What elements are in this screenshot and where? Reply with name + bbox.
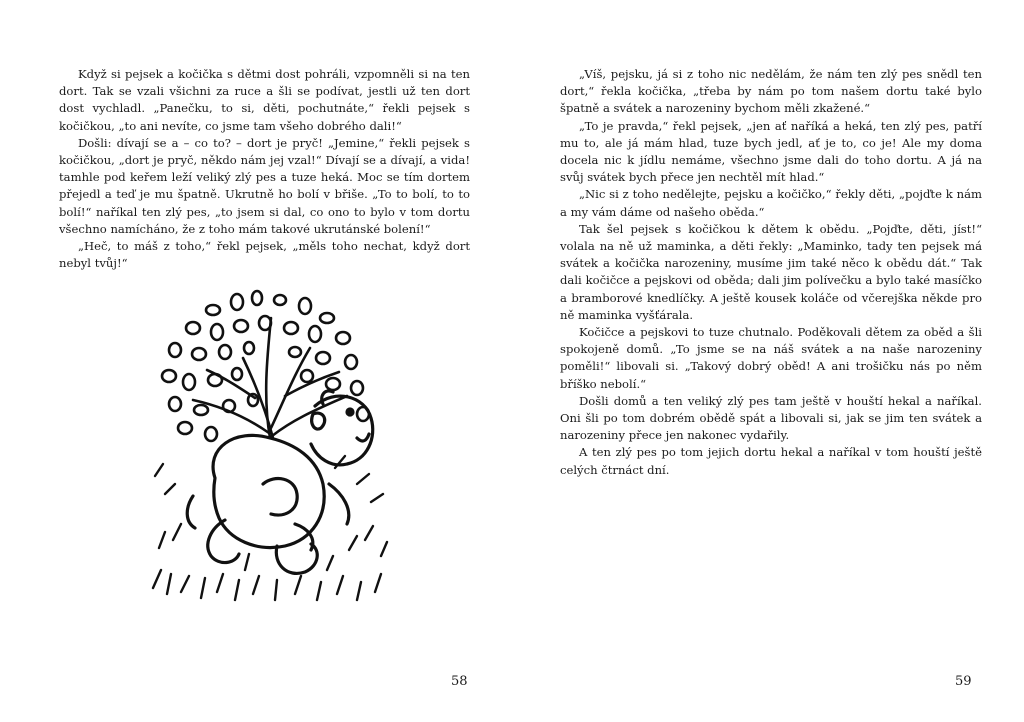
sick-dog-under-bush-illustration [145,288,395,610]
paragraph: A ten zlý pes po tom jejich dortu hekal a naříkal v tom houští ještě celých čtrnáct dní. [560,445,982,477]
paragraph: „Heč, to máš z toho,“ řekl pejsek, „měls toho nechat, když dort nebyl tvůj!“ [59,239,470,271]
page-number: 59 [955,674,972,689]
paragraph: „Víš, pejsku, já si z toho nic nedělám, že nám ten zlý pes snědl ten dort,“ řekla kočička, „třeba by nám po tom našem dortu také bylo špatně a svátek a narozeniny bychom měli zkažené.“ [560,67,982,116]
dog-figure [187,391,373,573]
bush-leaves [162,291,369,441]
left-page-text [59,66,470,272]
right-page-text [560,66,982,479]
paragraph: Když si pejsek a kočička s dětmi dost pohráli, vzpomněli si na ten dort. Tak se vzali všichni za ruce a šli se podívat, jestli už ten dort dost vychladl. „Panečku, to si, děti, pochutnáte,“ řekli pejsek s kočičkou, „to ani nevíte, co jsme tam všeho dobrého dali!“ [59,67,470,133]
paragraph: „Nic si z toho nedělejte, pejsku a kočičko,“ řekly děti, „pojďte k nám a my vám dáme od našeho oběda.“ [560,187,982,219]
paragraph: Došli domů a ten veliký zlý pes tam ještě v houští hekal a naříkal. Oni šli po tom dobrém obědě spát a libovali si, jak se jim ten svátek a narozeniny přece jen nakonec vydařily. [560,393,982,443]
paragraph: „To je pravda,“ řekl pejsek, „jen ať naříká a heká, ten zlý pes, patří mu to, ale já mám hlad, tuze bych jedl, ať je to, co je! Ale my doma docela nic k jídlu nemáme, všechno jsme dali do toho dortu. A já na svůj svátek bych přece jen nechtěl mít hlad.“ [560,118,982,185]
page-number: 58 [451,674,468,689]
paragraph: Došli: dívají se a – co to? – dort je pryč! „Jemine,“ řekli pejsek s kočičkou, „dort je pryč, někdo nám jej vzal!“ Dívají se a dívají, a vida! tamhle pod keřem leží veliký zlý pes a tuze heká. Moc se tím dortem přejedl a teď je mu špatně. Ukrutně ho bolí v břiše. „To to bolí, to to bolí!“ naříkal ten zlý pes, „to jsem si dal, co ono to bylo v tom dortu všechno namícháno, že z toho mám takové ukrutánské bolení!“ [59,135,470,236]
paragraph: Kočičce a pejskovi to tuze chutnalo. Poděkovali dětem za oběd a šli spokojeně domů. „To jsme se na náš svátek a na naše narozeniny poměli!“ libovali si. „Takový dobrý oběd! A ani trošičku nás po něm bříško nebolí.“ [560,325,982,391]
paragraph: Tak šel pejsek s kočičkou k dětem k obědu. „Pojďte, děti, jíst!“ volala na ně už maminka, a děti řekly: „Maminko, tady ten pejsek má svátek a kočička narozeniny, musíme jim také něco k obědu dát.“ Tak dali kočičce a pejskovi od oběda; dali jim polívečku a bylo také masíčko a bramborové knedlíčky. A ještě kousek koláče od včerejška někde pro ně maminka vyšťárala. [560,221,982,322]
grass-strokes [153,456,387,600]
right-page [512,0,1024,722]
